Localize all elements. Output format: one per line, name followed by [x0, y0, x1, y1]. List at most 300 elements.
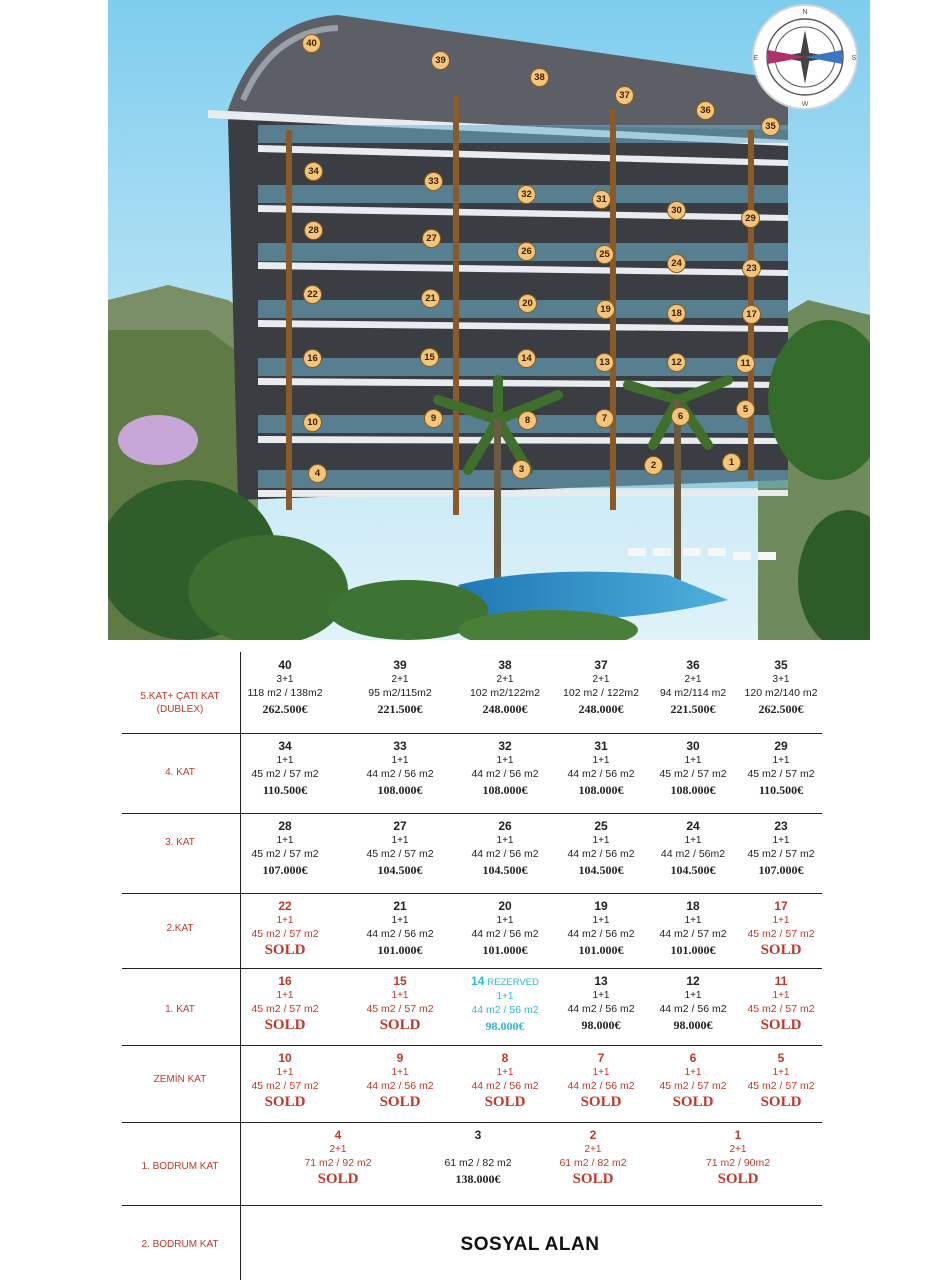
unit-area: 44 m2 / 56 m2	[567, 768, 635, 780]
unit-price: 104.500€	[377, 863, 423, 877]
unit-cell-31	[553, 739, 649, 799]
unit-number	[237, 974, 333, 989]
unit-number-text: 33	[393, 739, 407, 753]
sold-label: SOLD	[672, 1094, 714, 1110]
unit-area: 44 m2 / 56 m2	[659, 1003, 727, 1015]
unit-cell-28	[237, 819, 333, 879]
unit-area: 45 m2 / 57 m2	[747, 1080, 815, 1092]
unit-number	[237, 739, 333, 754]
unit-price: 101.000€	[377, 943, 423, 957]
unit-number	[237, 899, 333, 914]
unit-number-text: 23	[774, 819, 788, 833]
compass-north: N	[802, 9, 808, 16]
unit-type: 1+1	[684, 755, 702, 766]
unit-number	[733, 1051, 829, 1066]
unit-cell-39	[352, 658, 448, 718]
unit-price: 108.000€	[482, 783, 528, 797]
unit-cell-18	[645, 899, 741, 959]
unit-number-text: 21	[393, 899, 407, 913]
unit-price: 104.500€	[670, 863, 716, 877]
unit-type: 1+1	[496, 915, 514, 926]
unit-cell-19	[553, 899, 649, 959]
unit-number	[237, 819, 333, 834]
unit-area: 71 m2 / 90m2	[705, 1157, 771, 1169]
floor-label: 5.KAT+ ÇATI KAT (DUBLEX)	[140, 691, 220, 715]
unit-area: 44 m2 / 56 m2	[567, 1080, 635, 1092]
unit-marker-15: 15	[420, 348, 439, 367]
unit-marker-9: 9	[424, 409, 443, 428]
unit-marker-8: 8	[518, 411, 537, 430]
unit-number-text: 4	[334, 1128, 342, 1142]
unit-price: 101.000€	[578, 943, 624, 957]
unit-type: 1+1	[592, 1067, 610, 1078]
unit-number	[352, 1051, 448, 1066]
floor-label: 1. KAT	[165, 1004, 195, 1015]
unit-cell-16	[237, 974, 333, 1034]
unit-type: 1+1	[684, 1067, 702, 1078]
unit-number-text: 36	[686, 658, 700, 672]
unit-type: 3+1	[276, 674, 294, 685]
unit-number-text: 35	[774, 658, 788, 672]
unit-cell-38	[457, 658, 553, 718]
unit-marker-30: 30	[667, 201, 686, 220]
unit-cell-2	[545, 1128, 641, 1188]
unit-area: 45 m2 / 57 m2	[747, 1003, 815, 1015]
sold-label: SOLD	[264, 1017, 306, 1033]
sold-label: SOLD	[572, 1171, 614, 1187]
unit-type: 2+1	[584, 1144, 602, 1155]
social-area-label: SOSYAL ALAN	[460, 1234, 600, 1255]
unit-cell-13	[553, 974, 649, 1034]
unit-cell-30	[645, 739, 741, 799]
sold-label: SOLD	[760, 942, 802, 958]
unit-price: 221.500€	[670, 702, 716, 716]
unit-number-text: 6	[689, 1051, 697, 1065]
unit-number	[733, 739, 829, 754]
unit-number	[457, 974, 553, 990]
unit-cell-1	[690, 1128, 786, 1188]
unit-area: 61 m2 / 82 m2	[444, 1157, 512, 1169]
unit-marker-12: 12	[667, 353, 686, 372]
row-rule	[122, 893, 822, 894]
unit-number-text: 31	[594, 739, 608, 753]
unit-type: 1+1	[391, 990, 409, 1001]
unit-cell-5	[733, 1051, 829, 1111]
unit-number-text: 39	[393, 658, 407, 672]
unit-marker-28: 28	[304, 221, 323, 240]
unit-area: 45 m2 / 57 m2	[747, 848, 815, 860]
compass-icon	[753, 5, 857, 109]
unit-marker-17: 17	[742, 305, 761, 324]
unit-type: 1+1	[276, 835, 294, 846]
unit-number	[457, 1051, 553, 1066]
unit-number-text: 10	[278, 1051, 292, 1065]
unit-area: 44 m2 / 56 m2	[567, 1003, 635, 1015]
unit-area: 45 m2 / 57 m2	[251, 1003, 319, 1015]
unit-type: 1+1	[772, 835, 790, 846]
unit-number	[457, 658, 553, 673]
unit-type: 1+1	[592, 835, 610, 846]
unit-type: 1+1	[772, 755, 790, 766]
sold-label: SOLD	[317, 1171, 359, 1187]
unit-area: 45 m2 / 57 m2	[251, 1080, 319, 1092]
unit-cell-22	[237, 899, 333, 959]
unit-marker-13: 13	[595, 353, 614, 372]
unit-number-text: 3	[474, 1128, 482, 1142]
unit-area: 102 m2 / 122m2	[563, 687, 639, 699]
unit-area: 44 m2 / 56 m2	[567, 928, 635, 940]
unit-price: 110.500€	[758, 783, 804, 797]
unit-number-text: 25	[594, 819, 608, 833]
row-rule	[122, 1045, 822, 1046]
unit-number	[352, 658, 448, 673]
unit-number-text: 15	[393, 974, 407, 988]
unit-number	[645, 974, 741, 989]
sold-label: SOLD	[484, 1094, 526, 1110]
unit-type: 1+1	[772, 990, 790, 1001]
unit-number-text: 16	[278, 974, 292, 988]
unit-price: 104.500€	[482, 863, 528, 877]
unit-number-text: 14	[471, 974, 485, 988]
unit-number	[733, 658, 829, 673]
unit-price: 107.000€	[262, 863, 308, 877]
unit-type: 1+1	[592, 755, 610, 766]
unit-area: 45 m2 / 57 m2	[659, 1080, 727, 1092]
unit-area: 95 m2/115m2	[368, 687, 432, 699]
unit-area: 44 m2 / 57 m2	[659, 928, 727, 940]
sold-label: SOLD	[264, 942, 306, 958]
unit-number-text: 24	[686, 819, 700, 833]
unit-cell-14	[457, 974, 553, 1035]
unit-type: 2+1	[684, 674, 702, 685]
unit-number-text: 19	[594, 899, 608, 913]
unit-number-text: 38	[498, 658, 512, 672]
unit-marker-4: 4	[308, 464, 327, 483]
floor-label: 2.KAT	[166, 923, 194, 934]
unit-number-text: 7	[597, 1051, 605, 1065]
unit-marker-38: 38	[530, 68, 549, 87]
unit-number	[237, 1051, 333, 1066]
unit-number	[352, 819, 448, 834]
unit-price: 110.500€	[262, 783, 308, 797]
unit-cell-20	[457, 899, 553, 959]
unit-cell-15	[352, 974, 448, 1034]
unit-marker-25: 25	[595, 245, 614, 264]
unit-type: 1+1	[772, 1067, 790, 1078]
unit-cell-23	[733, 819, 829, 879]
unit-marker-21: 21	[421, 289, 440, 308]
unit-cell-8	[457, 1051, 553, 1111]
unit-number-text: 28	[278, 819, 292, 833]
unit-marker-26: 26	[517, 242, 536, 261]
unit-area: 45 m2 / 57 m2	[251, 928, 319, 940]
unit-price: 108.000€	[670, 783, 716, 797]
floor-label: 1. BODRUM KAT	[141, 1161, 219, 1172]
unit-area: 45 m2 / 57 m2	[659, 768, 727, 780]
unit-price: 248.000€	[482, 702, 528, 716]
unit-number	[457, 739, 553, 754]
unit-marker-37: 37	[615, 86, 634, 105]
unit-price: 98.000€	[581, 1018, 621, 1032]
unit-price: 248.000€	[578, 702, 624, 716]
unit-cell-40	[237, 658, 333, 718]
unit-price: 107.000€	[758, 863, 804, 877]
unit-type: 1+1	[496, 835, 514, 846]
unit-number-text: 32	[498, 739, 512, 753]
unit-area: 71 m2 / 92 m2	[304, 1157, 372, 1169]
unit-price: 221.500€	[377, 702, 423, 716]
unit-marker-19: 19	[596, 300, 615, 319]
unit-number-text: 18	[686, 899, 700, 913]
unit-cell-32	[457, 739, 553, 799]
unit-number	[645, 739, 741, 754]
unit-number	[733, 974, 829, 989]
unit-number	[352, 899, 448, 914]
unit-marker-6: 6	[671, 407, 690, 426]
unit-marker-34: 34	[304, 162, 323, 181]
unit-number-text: 26	[498, 819, 512, 833]
unit-marker-27: 27	[422, 229, 441, 248]
unit-area: 45 m2 / 57 m2	[251, 768, 319, 780]
unit-number	[733, 819, 829, 834]
unit-cell-4	[290, 1128, 386, 1188]
row-rule	[122, 813, 822, 814]
unit-number-text: 22	[278, 899, 292, 913]
unit-cell-17	[733, 899, 829, 959]
unit-number	[457, 899, 553, 914]
unit-area: 94 m2/114 m2	[659, 687, 727, 699]
unit-marker-31: 31	[592, 190, 611, 209]
unit-price: 108.000€	[578, 783, 624, 797]
unit-area: 44 m2 / 56 m2	[471, 928, 539, 940]
unit-marker-39: 39	[431, 51, 450, 70]
unit-marker-36: 36	[696, 101, 715, 120]
unit-number	[290, 1128, 386, 1143]
row-rule	[122, 968, 822, 969]
unit-price: 98.000€	[673, 1018, 713, 1032]
unit-number	[352, 739, 448, 754]
unit-type: 3+1	[772, 674, 790, 685]
unit-type: 1+1	[391, 1067, 409, 1078]
unit-type: 1+1	[592, 990, 610, 1001]
unit-number	[645, 1051, 741, 1066]
unit-area: 120 m2/140 m2	[744, 687, 818, 699]
unit-cell-21	[352, 899, 448, 959]
floor-label: 3. KAT	[165, 837, 195, 848]
unit-area: 61 m2 / 82 m2	[559, 1157, 627, 1169]
unit-number-text: 20	[498, 899, 512, 913]
unit-marker-14: 14	[517, 349, 536, 368]
unit-area: 44 m2 / 56 m2	[471, 1004, 539, 1016]
unit-marker-2: 2	[644, 456, 663, 475]
unit-cell-33	[352, 739, 448, 799]
unit-cell-37	[553, 658, 649, 718]
unit-type: 1+1	[276, 915, 294, 926]
sold-label: SOLD	[760, 1094, 802, 1110]
unit-marker-11: 11	[736, 354, 755, 373]
unit-type: 1+1	[772, 915, 790, 926]
unit-price: 262.500€	[262, 702, 308, 716]
unit-type: 1+1	[592, 915, 610, 926]
unit-cell-7	[553, 1051, 649, 1111]
unit-number	[553, 974, 649, 989]
unit-area: 44 m2 / 56 m2	[366, 1080, 434, 1092]
unit-number-text: 17	[774, 899, 788, 913]
unit-number-text: 1	[734, 1128, 742, 1142]
unit-type: 1+1	[276, 755, 294, 766]
unit-cell-29	[733, 739, 829, 799]
unit-type: 2+1	[729, 1144, 747, 1155]
unit-area: 45 m2 / 57 m2	[251, 848, 319, 860]
unit-number	[690, 1128, 786, 1143]
unit-number	[430, 1128, 526, 1143]
sold-label: SOLD	[379, 1094, 421, 1110]
unit-area: 102 m2/122m2	[469, 687, 541, 699]
unit-marker-23: 23	[742, 259, 761, 278]
unit-number-text: 29	[774, 739, 788, 753]
unit-number	[645, 819, 741, 834]
unit-number	[553, 658, 649, 673]
unit-area: 45 m2 / 57 m2	[366, 848, 434, 860]
unit-price: 108.000€	[377, 783, 423, 797]
unit-number-text: 5	[777, 1051, 785, 1065]
unit-cell-25	[553, 819, 649, 879]
unit-type: 1+1	[391, 835, 409, 846]
unit-marker-16: 16	[303, 349, 322, 368]
sold-label: SOLD	[717, 1171, 759, 1187]
unit-number-text: 13	[594, 974, 608, 988]
unit-number	[733, 899, 829, 914]
unit-marker-1: 1	[722, 453, 741, 472]
unit-price: 138.000€	[455, 1172, 501, 1186]
unit-number	[553, 1051, 649, 1066]
unit-number	[457, 819, 553, 834]
compass-west: E	[753, 55, 759, 62]
unit-marker-35: 35	[761, 117, 780, 136]
unit-area: 44 m2 / 56 m2	[471, 768, 539, 780]
sold-label: SOLD	[264, 1094, 306, 1110]
unit-area: 118 m2 / 138m2	[247, 687, 323, 699]
unit-type: 1+1	[496, 755, 514, 766]
unit-cell-34	[237, 739, 333, 799]
unit-price: 262.500€	[758, 702, 804, 716]
unit-marker-22: 22	[303, 285, 322, 304]
unit-cell-6	[645, 1051, 741, 1111]
unit-marker-3: 3	[512, 460, 531, 479]
row-rule	[122, 1205, 822, 1206]
unit-number	[553, 739, 649, 754]
unit-cell-10	[237, 1051, 333, 1111]
unit-area: 45 m2 / 57 m2	[366, 1003, 434, 1015]
unit-type: 1+1	[391, 755, 409, 766]
row-rule	[122, 1122, 822, 1123]
unit-number-text: 30	[686, 739, 700, 753]
unit-number	[237, 658, 333, 673]
unit-area: 44 m2 / 56 m2	[366, 768, 434, 780]
unit-area: 44 m2 / 56m2	[660, 848, 726, 860]
unit-area: 44 m2 / 56 m2	[567, 848, 635, 860]
unit-number	[553, 899, 649, 914]
unit-marker-29: 29	[741, 209, 760, 228]
unit-number-text: 40	[278, 658, 292, 672]
unit-number-text: 8	[501, 1051, 509, 1065]
unit-number-text: 37	[594, 658, 608, 672]
unit-number-text: 11	[774, 974, 788, 988]
unit-marker-40: 40	[302, 34, 321, 53]
unit-type: 2+1	[592, 674, 610, 685]
unit-type: 1+1	[496, 991, 514, 1002]
unit-price: 98.000€	[485, 1019, 525, 1033]
unit-price: 101.000€	[482, 943, 528, 957]
unit-number-text: 9	[396, 1051, 404, 1065]
unit-cell-27	[352, 819, 448, 879]
unit-number	[553, 819, 649, 834]
unit-number-text: 2	[589, 1128, 597, 1142]
floor-label: 2. BODRUM KAT	[141, 1239, 219, 1250]
unit-number-text: 12	[686, 974, 700, 988]
reserved-badge: REZERVED	[487, 977, 539, 988]
sold-label: SOLD	[760, 1017, 802, 1033]
unit-cell-35	[733, 658, 829, 718]
unit-cell-3	[430, 1128, 526, 1188]
unit-marker-20: 20	[518, 294, 537, 313]
unit-type: 2+1	[391, 674, 409, 685]
unit-type: 1+1	[684, 915, 702, 926]
unit-cell-11	[733, 974, 829, 1034]
unit-type: 1+1	[276, 1067, 294, 1078]
unit-marker-10: 10	[303, 413, 322, 432]
unit-type: 1+1	[684, 835, 702, 846]
unit-type: 1+1	[391, 915, 409, 926]
unit-area: 44 m2 / 56 m2	[471, 848, 539, 860]
unit-marker-33: 33	[424, 172, 443, 191]
sold-label: SOLD	[580, 1094, 622, 1110]
unit-marker-24: 24	[667, 254, 686, 273]
floor-label: ZEMİN KAT	[153, 1074, 207, 1085]
floor-label: 4. KAT	[165, 767, 195, 778]
unit-type: 2+1	[496, 674, 514, 685]
unit-area: 44 m2 / 56 m2	[471, 1080, 539, 1092]
unit-cell-12	[645, 974, 741, 1034]
unit-cell-36	[645, 658, 741, 718]
unit-cell-26	[457, 819, 553, 879]
unit-number	[645, 899, 741, 914]
unit-number-text: 34	[278, 739, 292, 753]
unit-number	[645, 658, 741, 673]
sold-label: SOLD	[379, 1017, 421, 1033]
unit-number	[352, 974, 448, 989]
compass-south: W	[801, 101, 809, 108]
unit-marker-32: 32	[517, 185, 536, 204]
unit-type: 1+1	[276, 990, 294, 1001]
unit-type: 1+1	[684, 990, 702, 1001]
unit-area: 44 m2 / 56 m2	[366, 928, 434, 940]
unit-marker-5: 5	[736, 400, 755, 419]
unit-price: 101.000€	[670, 943, 716, 957]
unit-type: 2+1	[329, 1144, 347, 1155]
unit-area: 45 m2 / 57 m2	[747, 768, 815, 780]
unit-area: 45 m2 / 57 m2	[747, 928, 815, 940]
unit-cell-24	[645, 819, 741, 879]
unit-cell-9	[352, 1051, 448, 1111]
row-rule	[122, 733, 822, 734]
unit-price: 104.500€	[578, 863, 624, 877]
unit-marker-7: 7	[595, 409, 614, 428]
unit-number	[545, 1128, 641, 1143]
unit-type: 1+1	[496, 1067, 514, 1078]
unit-number-text: 27	[393, 819, 407, 833]
compass-east: S	[851, 55, 857, 62]
